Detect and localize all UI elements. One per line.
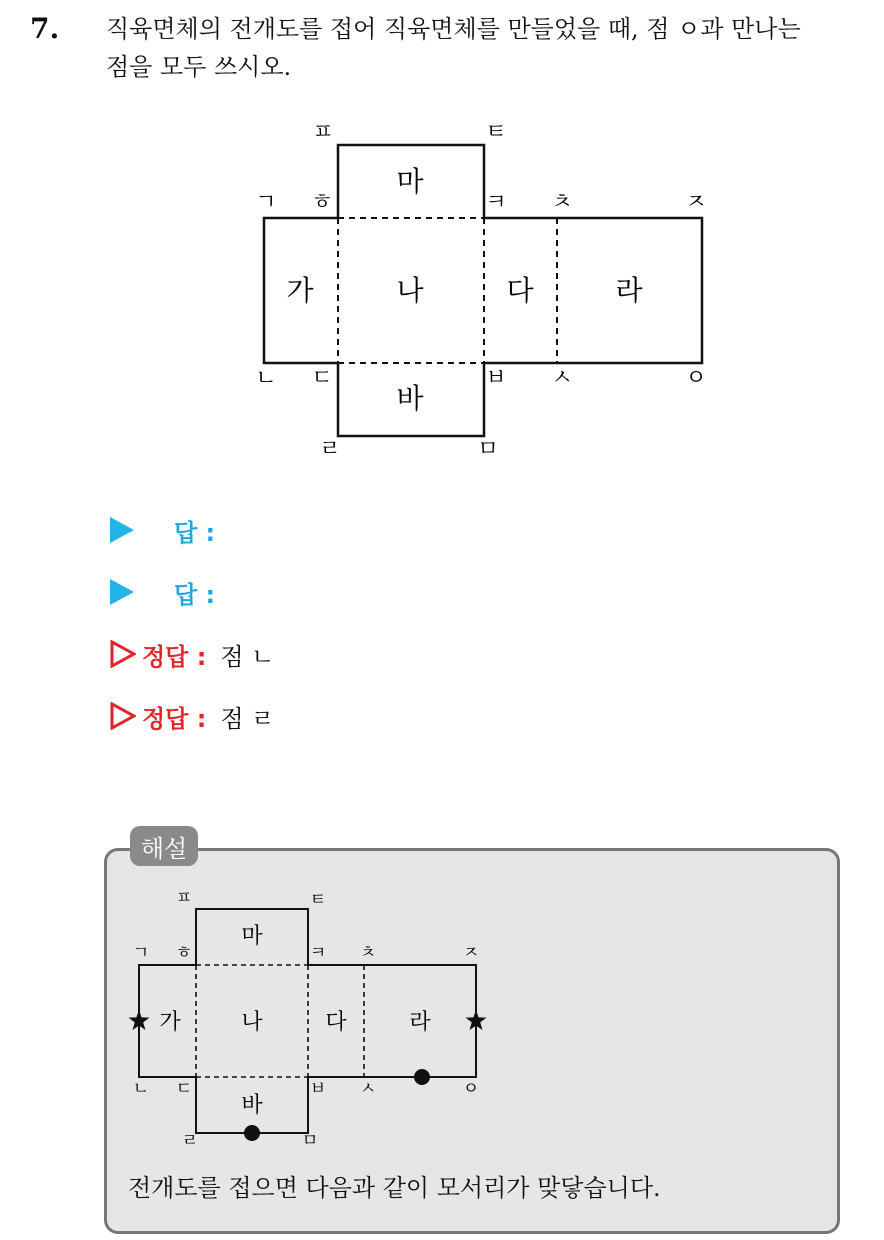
- point-label-giyeok: ㄱ: [132, 943, 150, 963]
- correct-label: 정답 :: [142, 642, 207, 671]
- point-label-digeut: ㄷ: [311, 366, 333, 391]
- point-label-ieung: ㅇ: [462, 1079, 480, 1099]
- face-label-ra: 라: [409, 1010, 431, 1035]
- question-line-2: 점을 모두 쓰시오.: [106, 53, 292, 81]
- point-label-ieung: ㅇ: [685, 366, 707, 391]
- face-label-ma: 마: [396, 165, 424, 198]
- answer-label: 답 :: [174, 580, 216, 609]
- point-label-kieuk: ㅋ: [485, 190, 507, 215]
- answer-label: 답 :: [174, 518, 216, 547]
- point-label-siot: ㅅ: [551, 366, 573, 391]
- question-number: 7.: [30, 12, 60, 45]
- face-label-na: 나: [396, 274, 424, 307]
- face-label-ba: 바: [241, 1093, 263, 1118]
- explanation-tag: 해설: [130, 826, 198, 866]
- point-label-nieun: ㄴ: [255, 366, 277, 391]
- point-label-mieum: ㅁ: [477, 437, 499, 462]
- dot-marker-bottom: [244, 1125, 260, 1141]
- point-label-jieut: ㅈ: [462, 943, 480, 963]
- point-label-nieun: ㄴ: [132, 1079, 150, 1099]
- face-label-ma: 마: [241, 924, 263, 949]
- point-label-bieup: ㅂ: [309, 1079, 327, 1099]
- point-label-rieul: ㄹ: [181, 1131, 199, 1151]
- face-label-ga: 가: [286, 274, 314, 307]
- point-label-kieuk: ㅋ: [309, 943, 327, 963]
- point-label-digeut: ㄷ: [175, 1079, 193, 1099]
- face-label-ga: 가: [159, 1010, 181, 1035]
- point-label-mieum: ㅁ: [301, 1131, 319, 1151]
- point-label-chieut: ㅊ: [551, 190, 573, 215]
- point-label-tieut: ㅌ: [309, 890, 327, 910]
- explanation-text: 전개도를 접으면 다음과 같이 모서리가 맞닿습니다.: [128, 1174, 661, 1202]
- face-label-na: 나: [241, 1010, 263, 1035]
- correct-value: 점 ㄴ: [220, 642, 275, 671]
- face-label-da: 다: [506, 274, 534, 307]
- point-label-rieul: ㄹ: [319, 437, 341, 462]
- point-label-bieup: ㅂ: [485, 366, 507, 391]
- point-label-hieut: ㅎ: [175, 943, 193, 963]
- point-label-giyeok: ㄱ: [255, 190, 277, 215]
- point-label-chieut: ㅊ: [359, 943, 377, 963]
- point-label-tieut: ㅌ: [485, 120, 507, 145]
- point-label-pieup: ㅍ: [175, 888, 193, 908]
- face-label-da: 다: [325, 1010, 347, 1035]
- question-line-1: 직육면체의 전개도를 접어 직육면체를 만들었을 때, 점 ㅇ과 만나는: [106, 15, 801, 43]
- face-label-ba: 바: [396, 382, 424, 415]
- point-label-pieup: ㅍ: [312, 120, 334, 145]
- dot-marker-right-bottom: [414, 1069, 430, 1085]
- point-label-hieut: ㅎ: [311, 190, 333, 215]
- face-label-ra: 라: [615, 274, 643, 307]
- correct-value: 점 ㄹ: [220, 704, 275, 733]
- point-label-siot: ㅅ: [359, 1079, 377, 1099]
- point-label-jieut: ㅈ: [685, 190, 707, 215]
- correct-label: 정답 :: [142, 704, 207, 733]
